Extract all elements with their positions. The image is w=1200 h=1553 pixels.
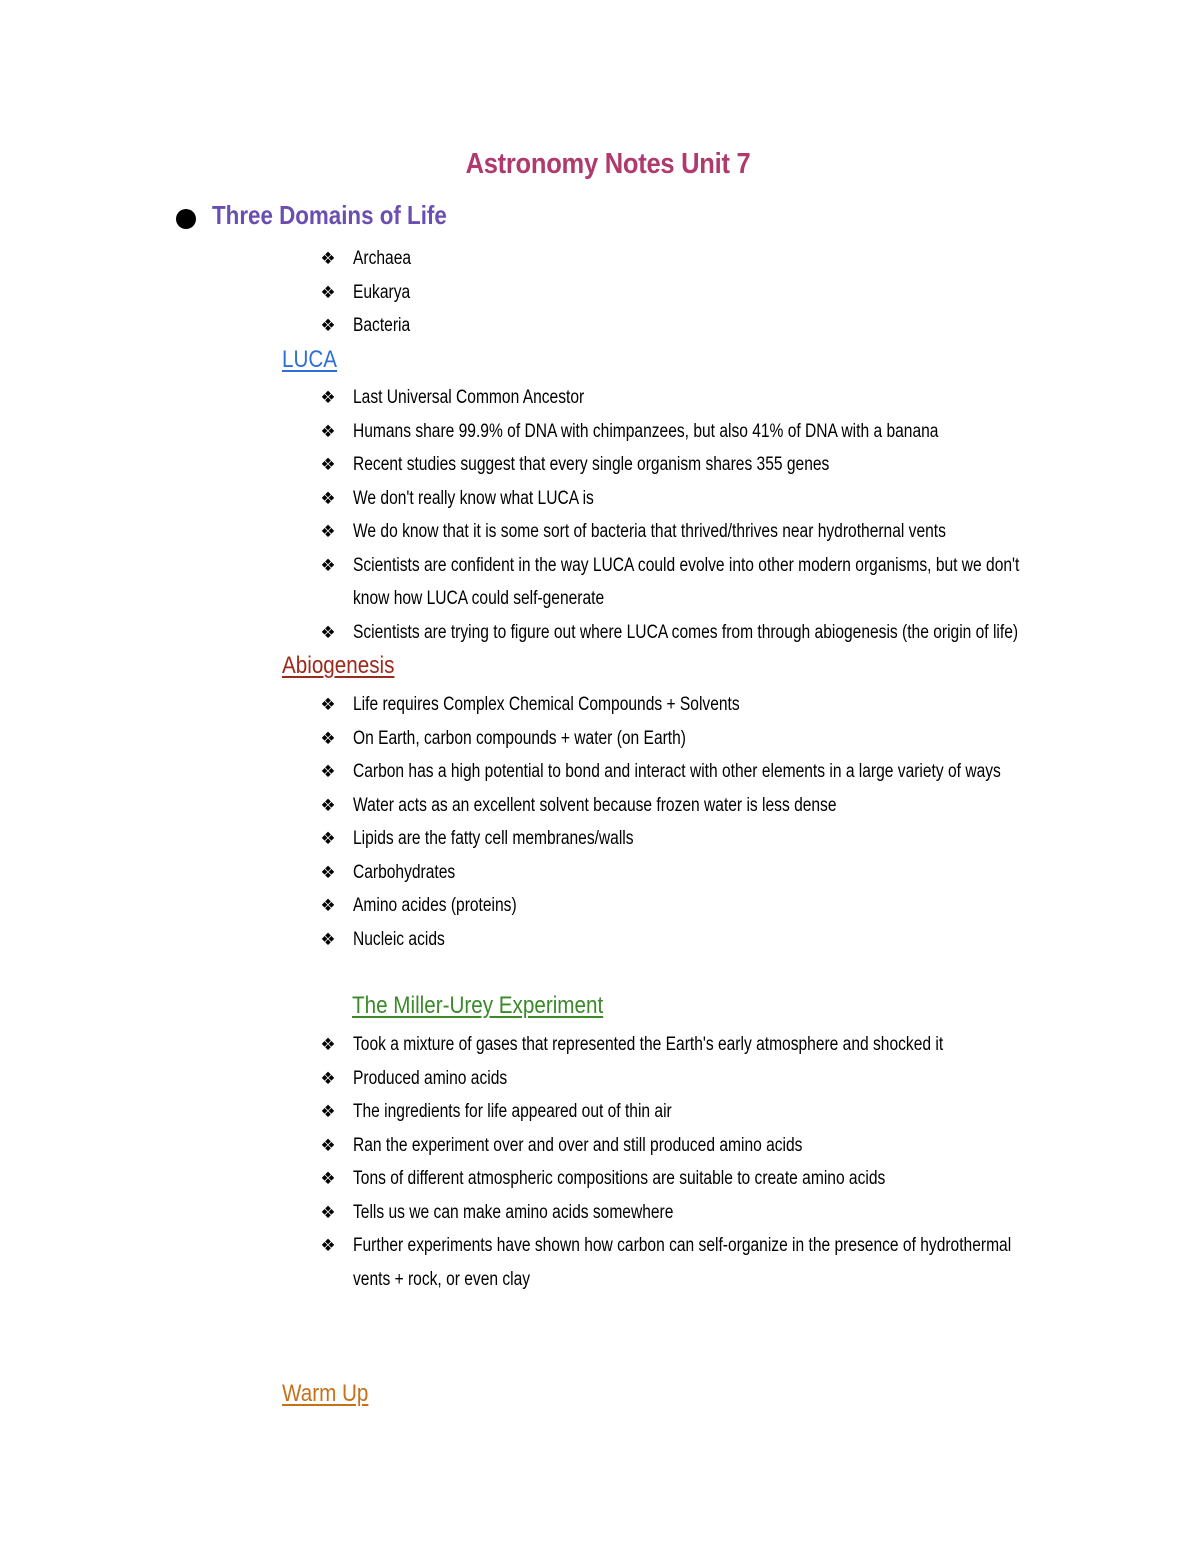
diamond-bullet-icon: ❖ [320,1202,336,1222]
diamond-bullet-icon: ❖ [320,795,336,815]
diamond-bullet-icon: ❖ [320,421,336,441]
diamond-bullet-icon: ❖ [320,1035,336,1054]
diamond-bullet-icon: ❖ [320,1236,336,1255]
abiogenesis-heading: Abiogenesis [282,652,395,679]
diamond-bullet-icon: ❖ [320,522,336,541]
three-domains-heading: Three Domains of Life [212,200,447,230]
diamond-bullet-icon: ❖ [320,929,336,949]
diamond-bullet-icon: ❖ [320,728,336,748]
diamond-bullet-icon: ❖ [320,1068,336,1088]
list-item: ❖ We do know that it is some sort of bacteria that thrived/thrives near hydrothernal vents [318,515,1078,549]
list-item: ❖ Tells us we can make amino acids somewhere [318,1196,1078,1230]
list-item-continuation: know how LUCA could self-generate [353,588,605,609]
list-item: ❖ The ingredients for life appeared out of thin air [318,1095,1078,1129]
diamond-bullet-icon: ❖ [320,249,336,268]
diamond-bullet-icon: ❖ [320,1102,336,1121]
diamond-bullet-icon: ❖ [320,455,336,474]
list-item: ❖ Eukarya [318,276,1078,310]
diamond-bullet-icon: ❖ [320,829,336,848]
list-item: ❖ Humans share 99.9% of DNA with chimpanzees, but also 41% of DNA with a banana [318,415,1078,449]
list-item: ❖ Scientists are trying to figure out where LUCA comes from through abiogenesis (the origin of life) [318,616,1078,650]
page-title: Astronomy Notes Unit 7 [465,148,751,180]
warm-up-heading: Warm Up [282,1380,369,1407]
luca-list [318,381,1078,649]
list-item-continuation: vents + rock, or even clay [353,1268,531,1290]
list-item: ❖ On Earth, carbon compounds + water (on Earth) [318,722,1078,756]
diamond-bullet-icon: ❖ [320,896,336,915]
diamond-bullet-icon: ❖ [320,695,336,714]
diamond-bullet-icon: ❖ [320,1135,336,1155]
list-item: ❖ Life requires Complex Chemical Compounds + Solvents [318,688,1078,722]
list-item: ❖ Scientists are confident in the way LUCA could evolve into other modern organisms, but we don't [318,549,1078,583]
list-item: ❖ Carbon has a high potential to bond and interact with other elements in a large variety of ways [318,755,1078,789]
diamond-bullet-icon: ❖ [320,622,336,642]
miller-urey-heading: The Miller-Urey Experiment [352,992,604,1019]
list-item: ❖ Nucleic acids [318,923,1078,957]
main-heading-row [176,200,485,231]
list-item: ❖ Last Universal Common Ancestor [318,381,1078,415]
diamond-bullet-icon: ❖ [320,1169,336,1188]
list-item: ❖ Archaea [318,242,1078,276]
diamond-bullet-icon: ❖ [320,282,336,302]
list-item: ❖ Further experiments have shown how carbon can self-organize in the presence of hydrothermal [318,1229,1078,1263]
list-item: ❖ Recent studies suggest that every single organism shares 355 genes [318,448,1078,482]
diamond-bullet-icon: ❖ [320,555,336,575]
filled-circle-bullet-icon [176,209,196,229]
list-item: ❖ Amino acides (proteins) [318,889,1078,923]
abiogenesis-list [318,688,1078,956]
list-item: ❖ Carbohydrates [318,856,1078,890]
miller-urey-list [318,1028,1078,1296]
diamond-bullet-icon: ❖ [320,862,336,882]
luca-heading: LUCA [282,346,338,373]
diamond-bullet-icon: ❖ [320,388,336,407]
list-item: ❖ We don't really know what LUCA is [318,482,1078,516]
list-item: ❖ Lipids are the fatty cell membranes/walls [318,822,1078,856]
list-item: ❖ Produced amino acids [318,1062,1078,1096]
diamond-bullet-icon: ❖ [320,316,336,335]
list-item: ❖ Took a mixture of gases that represented the Earth's early atmosphere and shocked it [318,1028,1078,1062]
list-item: ❖ Water acts as an excellent solvent because frozen water is less dense [318,789,1078,823]
domains-list [318,242,1078,343]
list-item: ❖ Tons of different atmospheric compositions are suitable to create amino acids [318,1162,1078,1196]
diamond-bullet-icon: ❖ [320,762,336,781]
list-item: ❖ Bacteria [318,309,1078,343]
diamond-bullet-icon: ❖ [320,488,336,508]
list-item: ❖ Ran the experiment over and over and still produced amino acids [318,1129,1078,1163]
